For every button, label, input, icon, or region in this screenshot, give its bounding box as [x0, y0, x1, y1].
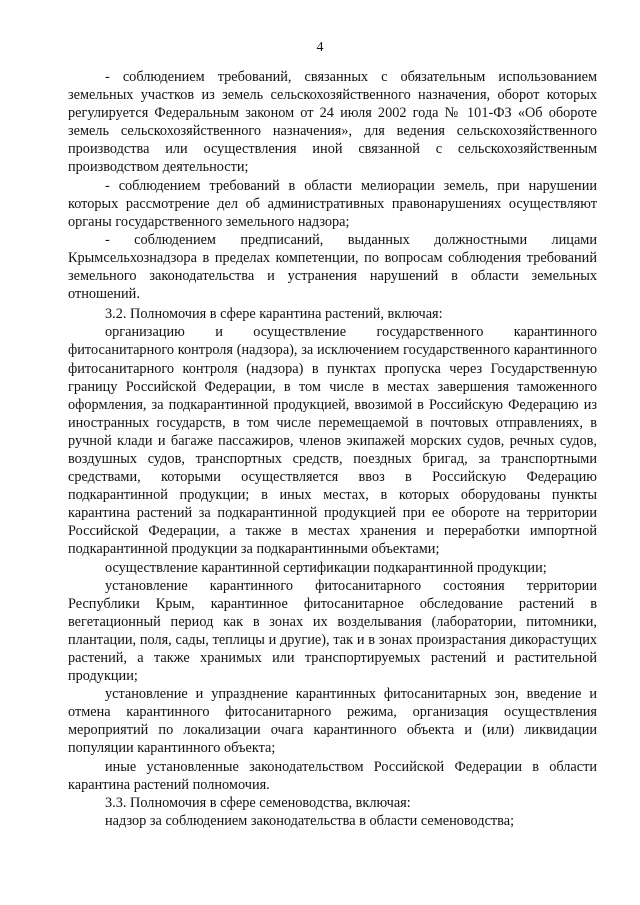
paragraph-phytosanitary-status: установление карантинного фитосанитарного состояния территории Республики Крым, карантинное фитосанитарное обследование растений в вегетационный период как в зонах их возделывания (лаборатории, питомники, плантации, поля, сады, теплицы и другие), так и в зонах произрастания дикорастущих растений, а также хранимых или транспортируемых растений и растительной продукции; — [68, 577, 597, 685]
page-number: 4 — [316, 40, 324, 55]
document-body — [68, 68, 597, 830]
paragraph-quarantine-certification: осуществление карантинной сертификации подкарантинной продукции; — [105, 559, 547, 576]
paragraph-quarantine-control: организацию и осуществление государственного карантинного фитосанитарного контроля (надзора), за исключением государственного карантинного фитосанитарного контроля (надзора) в пунктах пропуска через Государственную границу Российской Федерации, в том числе в местах завершения таможенного оформления, за подкарантинной продукцией, ввозимой в Российскую Федерацию из иностранных государств, в том числе перемещаемой в почтовых отправлениях, в ручной клади и багаже пассажиров, членов экипажей морских судов, речных судов, воздушных судов, транспортных средств, поездных бригад, за транспортными средствами, которыми осуществляется ввоз в Российскую Федерацию подкарантинной продукции; в иных местах, в которых оборудованы пункты карантина растений за подкарантинной продукцией при ее обороте на территории Российской Федерации, а также в местах хранения и переработки импортной подкарантинной продукции за подкарантинными объектами; — [68, 324, 597, 558]
paragraph-land-use-requirements: - соблюдением требований, связанных с обязательным использованием земельных участков из земель сельскохозяйственного назначения, оборот которых регулируется Федеральным законом от 24 июля 2002 года № 101-ФЗ «Об обороте земель сельскохозяйственного назначения», для ведения сельскохозяйственного производства или осуществления иной связанной с сельскохозяйственным производством деятельности; — [68, 69, 597, 176]
section-heading-3-2: 3.2. Полномочия в сфере карантина растений, включая: — [105, 306, 443, 323]
paragraph-quarantine-zones: установление и упразднение карантинных фитосанитарных зон, введение и отмена карантинного фитосанитарного режима, организация осуществления мероприятий по локализации очага карантинного объекта и (или) ликвидации популяции карантинного объекта; — [68, 686, 597, 757]
section-heading-3-3: 3.3. Полномочия в сфере семеноводства, включая: — [105, 794, 411, 811]
paragraph-seed-supervision: надзор за соблюдением законодательства в области семеноводства; — [105, 812, 515, 829]
paragraph-land-melioration: - соблюдением требований в области мелиорации земель, при нарушении которых рассмотрение дел об административных правонарушениях осуществляют органы государственного земельного надзора; — [68, 177, 597, 230]
paragraph-prescriptions-compliance: - соблюдением предписаний, выданных должностными лицами Крымсельхознадзора в пределах компетенции, по вопросам соблюдения требований земельного законодательства и устранения нарушений в области земельных отношений. — [68, 231, 597, 303]
paragraph-other-quarantine-powers: иные установленные законодательством Российской Федерации в области карантина растений полномочия. — [68, 758, 597, 793]
